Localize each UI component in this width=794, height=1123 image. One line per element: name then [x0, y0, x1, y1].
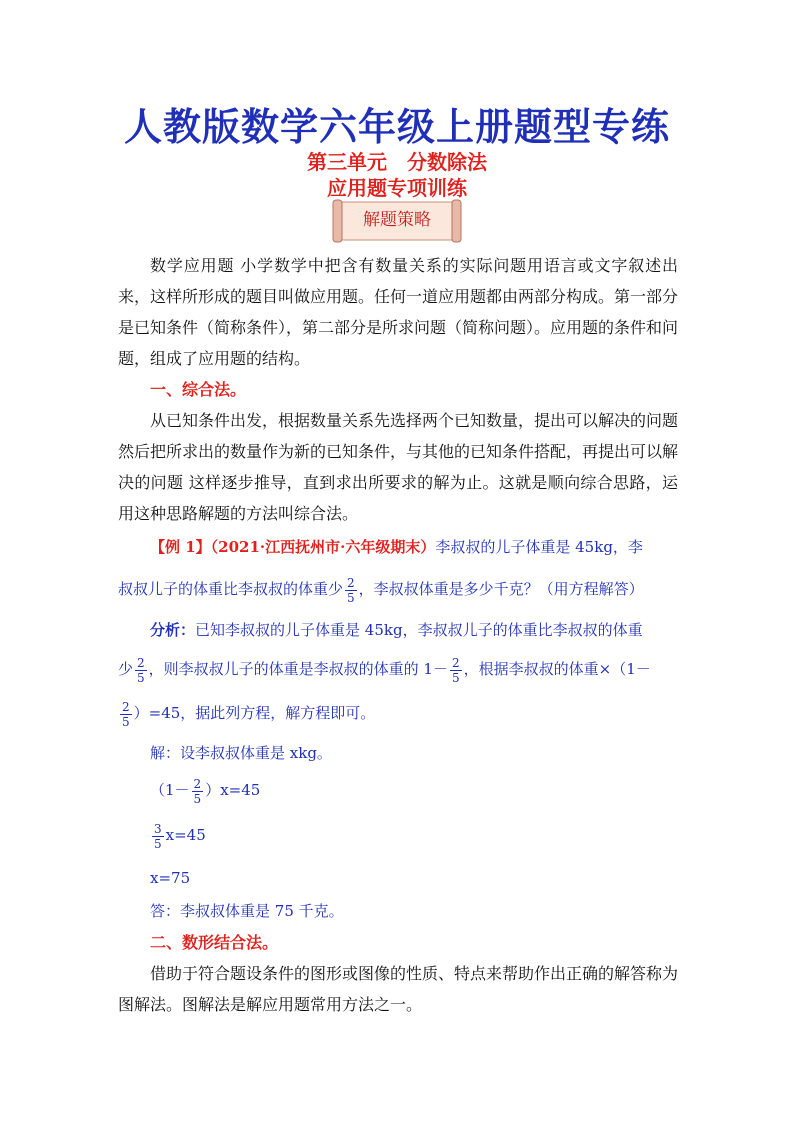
example-question-1: 李叔叔的儿子体重是 45kg，李: [435, 538, 643, 556]
method1-body: 从已知条件出发，根据数量关系先选择两个已知数量，提出可以解决的问题然后把所求出的数量作为新的已知条件，与其他的已知条件搭配，再提出可以解决的问题 这样逐步推导，直到求出所要求的解为止。这就是顺向综合思路，运用这种思路解题的方法叫综合法。: [118, 411, 679, 523]
analysis-text-2a: 少: [118, 660, 134, 678]
example-question-2b: ，李叔叔体重是多少千克？（用方程解答）: [358, 580, 644, 598]
equation-1: （1－ $\frac{2}{5}$ ）x=45: [150, 776, 261, 806]
fraction: $\frac{2}{5}$: [451, 655, 460, 685]
example-source: （2021·江西抚州市·六年级期末）: [210, 538, 436, 556]
example-question-2a: 叔叔儿子的体重比李叔叔的体重少: [118, 580, 344, 598]
analysis-text-2c: ，根据李叔叔的体重×（1－: [463, 660, 651, 678]
topic-title: 应用题专项训练: [327, 176, 467, 200]
unit-title: 第三单元 分数除法: [307, 150, 487, 174]
fraction: $\frac{2}{5}$: [122, 699, 130, 729]
answer-label: 答：: [150, 902, 181, 920]
analysis-text-1: 已知李叔叔的儿子体重是 45kg，李叔叔儿子的体重比李叔叔的体重: [195, 621, 643, 639]
analysis-line3: [118, 698, 688, 729]
method2-body: 借助于符合题设条件的图形或图像的性质、特点来帮助作出正确的解答称为图解法。图解法是解应用题常用方法之一。: [118, 964, 679, 1014]
example1-line2: [118, 574, 688, 605]
strategy-badge: 解题策略: [363, 210, 431, 230]
solution-text: 设李叔叔体重是 xkg。: [180, 744, 332, 762]
intro-paragraph: 数学应用题 小学数学中把含有数量关系的实际问题用语言或文字叙述出来，这样所形成的题目叫做应用题。任何一道应用题都由两部分构成。第一部分是已知条件（简称条件），第二部分是所求问题（简称问题）。应用题的条件和问题，组成了应用题的结构。: [118, 256, 679, 368]
equation-2: $\frac{3}{5}$ x=45: [154, 821, 206, 851]
fraction: $\frac{2}{5}$: [137, 655, 145, 685]
method2-heading: 二、数形结合法。: [150, 933, 279, 952]
page-title: 人教版数学六年级上册题型专练: [123, 104, 670, 149]
answer-line: [150, 896, 720, 926]
fraction: $\frac{2}{5}$: [347, 575, 355, 605]
fraction: $\frac{3}{5}$: [154, 821, 162, 851]
analysis-text-2b: ，则李叔叔儿子的体重是李叔叔的体重的 1－: [148, 660, 448, 678]
analysis-label: 分析：: [150, 621, 196, 639]
analysis-line1: [118, 615, 688, 645]
example1-line1: [118, 532, 688, 562]
solution-line: [118, 738, 688, 768]
equation-3: x=75: [150, 869, 191, 887]
method1-heading: 一、综合法。: [150, 380, 247, 399]
example-tag: 【例 1】: [150, 538, 211, 556]
analysis-text-3: ）=45，据此列方程，解方程即可。: [133, 704, 376, 722]
solution-label: 解：: [150, 744, 181, 762]
analysis-line2: [118, 654, 688, 685]
fraction: $\frac{2}{5}$: [193, 776, 202, 806]
answer-text: 李叔叔体重是 75 千克。: [180, 902, 344, 920]
